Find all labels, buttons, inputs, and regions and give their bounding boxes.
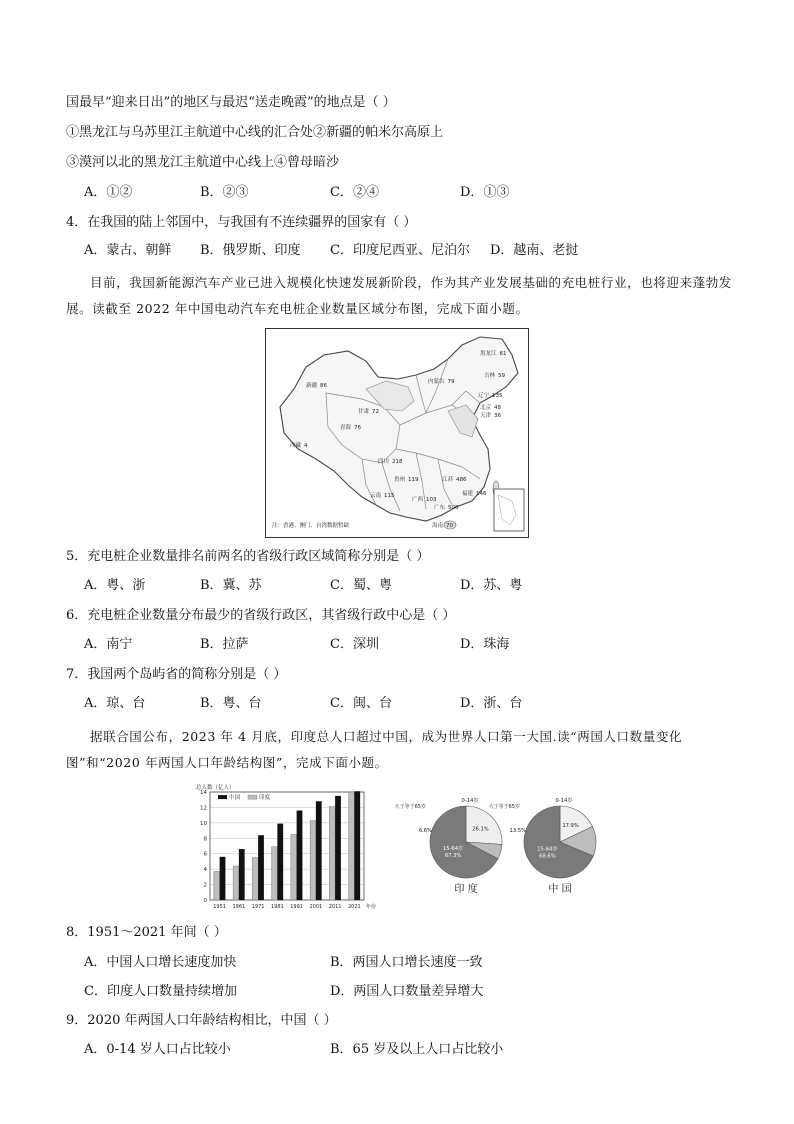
q7-option-d[interactable]: D．浙、台 <box>460 696 523 711</box>
bar-chart-xtick-label: 1951 <box>213 904 226 910</box>
pie-india-slice <box>466 806 502 844</box>
bar-chart-ytick-label: 8 <box>203 836 207 843</box>
q8-option-c[interactable]: C．印度人口数量持续增加 <box>84 984 237 999</box>
bar-chart-xtick-label: 1961 <box>232 904 246 910</box>
q3-statement-1: ①黑龙江与乌苏里江主航道中心线的汇合处②新疆的帕米尔高原上 <box>66 125 444 140</box>
bar-india <box>214 871 220 900</box>
bar-china <box>258 835 264 900</box>
pie-china-value-0-14: 17.9% <box>562 823 579 830</box>
q5-stem: 5．充电桩企业数量排名前两名的省级行政区域简称分别是（ ） <box>66 549 430 564</box>
map-label-xinjiang: 新疆 86 <box>306 383 328 389</box>
q6-option-c[interactable]: C．深圳 <box>330 637 379 652</box>
q3-stem: 国最早“迎来日出”的地区与最迟“送走晚霞”的地点是（ ） <box>66 95 396 110</box>
bar-india <box>272 847 278 900</box>
q7-option-a[interactable]: A．琼、台 <box>84 696 146 711</box>
legend-swatch-india <box>248 795 257 799</box>
map-label-hainan: 海南 70 <box>432 523 454 529</box>
pie-india-label-15-64: 15-64岁 <box>442 845 464 852</box>
map-label-beijing: 北京 48 <box>480 405 502 411</box>
q6-option-b[interactable]: B．拉萨 <box>200 637 249 652</box>
pie-china-value-65: 13.5% <box>509 828 526 834</box>
bar-chart-xtick-label: 1981 <box>271 904 284 910</box>
map-label-fujian: 福建 146 <box>462 491 487 497</box>
map-label-heilongjiang: 黑龙江 61 <box>480 351 507 357</box>
bar-chart-xtick-label: 1971 <box>251 904 265 910</box>
bar-india <box>329 807 335 900</box>
q6-option-a[interactable]: A．南宁 <box>84 637 133 652</box>
q7-stem: 7．我国两个岛屿省的简称分别是（ ） <box>66 667 287 682</box>
q5-option-b[interactable]: B．冀、苏 <box>200 578 262 593</box>
q8-option-d[interactable]: D．两国人口数量差异增大 <box>330 984 484 999</box>
map-label-jiangsu: 江苏 486 <box>442 477 467 483</box>
pie-china-label-65: 大于等于65岁 <box>488 804 520 810</box>
q4-option-c[interactable]: C．印度尼西亚、尼泊尔 <box>330 243 470 258</box>
passage-charging-piles: 目前，我国新能源汽车产业已进入规模化快速发展新阶段，作为其产业发展基础的充电桩行业，也将迎来蓬勃发展。读截至 2022 年中国电动汽车充电桩企业数量区域分布图，完成下面小题。 <box>66 275 732 316</box>
bar-china <box>297 811 303 900</box>
q3-option-a[interactable]: A．①② <box>84 185 133 200</box>
pie-india-value-15-64: 67.3% <box>444 852 462 859</box>
q4-option-a[interactable]: A．蒙古、朝鲜 <box>84 243 172 258</box>
q9-option-a[interactable]: A．0-14 岁人口占比较小 <box>84 1042 231 1057</box>
map-label-yunnan: 云南 115 <box>370 493 395 499</box>
bar-china <box>316 801 322 900</box>
q3-statement-2: ③漠河以北的黑龙江主航道中心线上④曾母暗沙 <box>66 155 340 170</box>
bar-chart-xlabel: 年份 <box>366 904 377 910</box>
map-label-qinghai: 青海 76 <box>340 425 362 431</box>
bar-china <box>239 849 245 900</box>
q9-stem: 9．2020 年两国人口年龄结构相比，中国（ ） <box>66 1013 337 1028</box>
bar-china <box>354 791 360 900</box>
q7-option-b[interactable]: B．粤、台 <box>200 696 262 711</box>
bar-chart-ytick-label: 0 <box>203 898 207 904</box>
q3-option-d[interactable]: D．①③ <box>460 185 510 200</box>
q4-option-d[interactable]: D．越南、老挝 <box>490 243 579 258</box>
bar-india <box>310 821 316 900</box>
bar-india <box>291 834 297 900</box>
map-label-jilin: 吉林 59 <box>484 373 506 379</box>
pie-india-label-65: 大于等于65岁 <box>394 804 426 810</box>
map-label-sichuan: 四川 218 <box>378 459 403 465</box>
bar-chart-xtick-label: 2011 <box>328 904 342 910</box>
bar-chart-xtick-label: 2021 <box>348 904 361 910</box>
map-label-guizhou: 贵州 119 <box>394 477 419 483</box>
legend-label-china: 中国 <box>229 795 241 802</box>
pie-india-value-0-14: 26.1% <box>472 826 489 833</box>
map-label-liaoning: 辽宁 135 <box>478 393 503 399</box>
q8-option-b[interactable]: B．两国人口增长速度一致 <box>330 955 483 970</box>
pie-india-title: 印 度 <box>454 884 478 895</box>
legend-swatch-china <box>218 795 227 799</box>
passage-population: 据联合国公布，2023 年 4 月底，印度总人口超过中国，成为世界人口第一大国.读“两国人口数量变化图”和“2020 年两国人口年龄结构图”，完成下面小题。 <box>66 729 683 770</box>
pie-india-value-65: 6.6% <box>418 828 432 834</box>
q8-option-a[interactable]: A．中国人口增长速度加快 <box>84 955 237 970</box>
q3-option-b[interactable]: B．②③ <box>200 185 249 200</box>
bar-chart-ytick-label: 4 <box>203 867 207 874</box>
bar-chart-xtick-label: 1991 <box>290 904 303 910</box>
bar-chart-ytick-label: 12 <box>200 805 207 812</box>
bar-chart-xtick-label: 2001 <box>309 904 323 910</box>
bar-india <box>349 792 355 900</box>
population-charts-svg <box>196 782 616 918</box>
q4-option-b[interactable]: B．俄罗斯、印度 <box>200 243 301 258</box>
q8-stem: 8．1951～2021 年间（ ） <box>66 925 227 940</box>
population-charts <box>196 782 616 918</box>
map-label-guangxi: 广西 103 <box>412 497 437 503</box>
bar-china <box>335 796 341 900</box>
q7-option-c[interactable]: C．闽、台 <box>330 696 392 711</box>
q4-stem: 4．在我国的陆上邻国中，与我国有不连续疆界的国家有（ ） <box>66 215 417 230</box>
map-label-tianjin: 天津 36 <box>480 413 502 419</box>
bar-china <box>277 824 283 900</box>
q9-option-b[interactable]: B．65 岁及以上人口占比较小 <box>330 1042 504 1057</box>
q5-option-a[interactable]: A．粤、浙 <box>84 578 146 593</box>
map-label-xizang: 西藏 4 <box>290 443 308 449</box>
pie-india-label-0-14: 0-14岁 <box>461 798 479 804</box>
pie-china-title: 中 国 <box>548 884 572 895</box>
bar-chart-ytick-label: 2 <box>203 882 207 889</box>
map-label-neimenggu: 内蒙古 79 <box>428 379 455 385</box>
pie-china-label-0-14: 0-14岁 <box>555 798 573 804</box>
bar-chart-ytick-label: 14 <box>200 790 207 796</box>
pie-china-value-15-64: 68.6% <box>539 853 556 860</box>
bar-chart-ylabel: 总人数（亿人） <box>196 785 235 791</box>
map-label-guangdong: 广东 506 <box>434 505 459 511</box>
china-charging-pile-map <box>265 328 529 538</box>
map-label-gansu: 甘肃 72 <box>358 409 380 415</box>
q3-option-c[interactable]: C．②④ <box>330 185 379 200</box>
bar-india <box>252 858 258 900</box>
q5-option-c[interactable]: C．蜀、粤 <box>330 578 392 593</box>
q5-option-d[interactable]: D．苏、粤 <box>460 578 523 593</box>
pie-china-label-15-64: 15-64岁 <box>537 846 558 853</box>
legend-label-india: 印度 <box>259 795 271 802</box>
bar-china <box>220 857 226 900</box>
q6-stem: 6．充电桩企业数量分布最少的省级行政区，其省级行政中心是（ ） <box>66 608 456 623</box>
bar-chart-ytick-label: 10 <box>200 820 207 827</box>
map-note: 注：香港、澳门、台湾数据暂缺 <box>272 523 350 529</box>
bar-chart-ytick-label: 6 <box>203 851 207 858</box>
china-outline-map-image <box>266 329 528 537</box>
bar-india <box>233 866 239 900</box>
q6-option-d[interactable]: D．珠海 <box>460 637 510 652</box>
